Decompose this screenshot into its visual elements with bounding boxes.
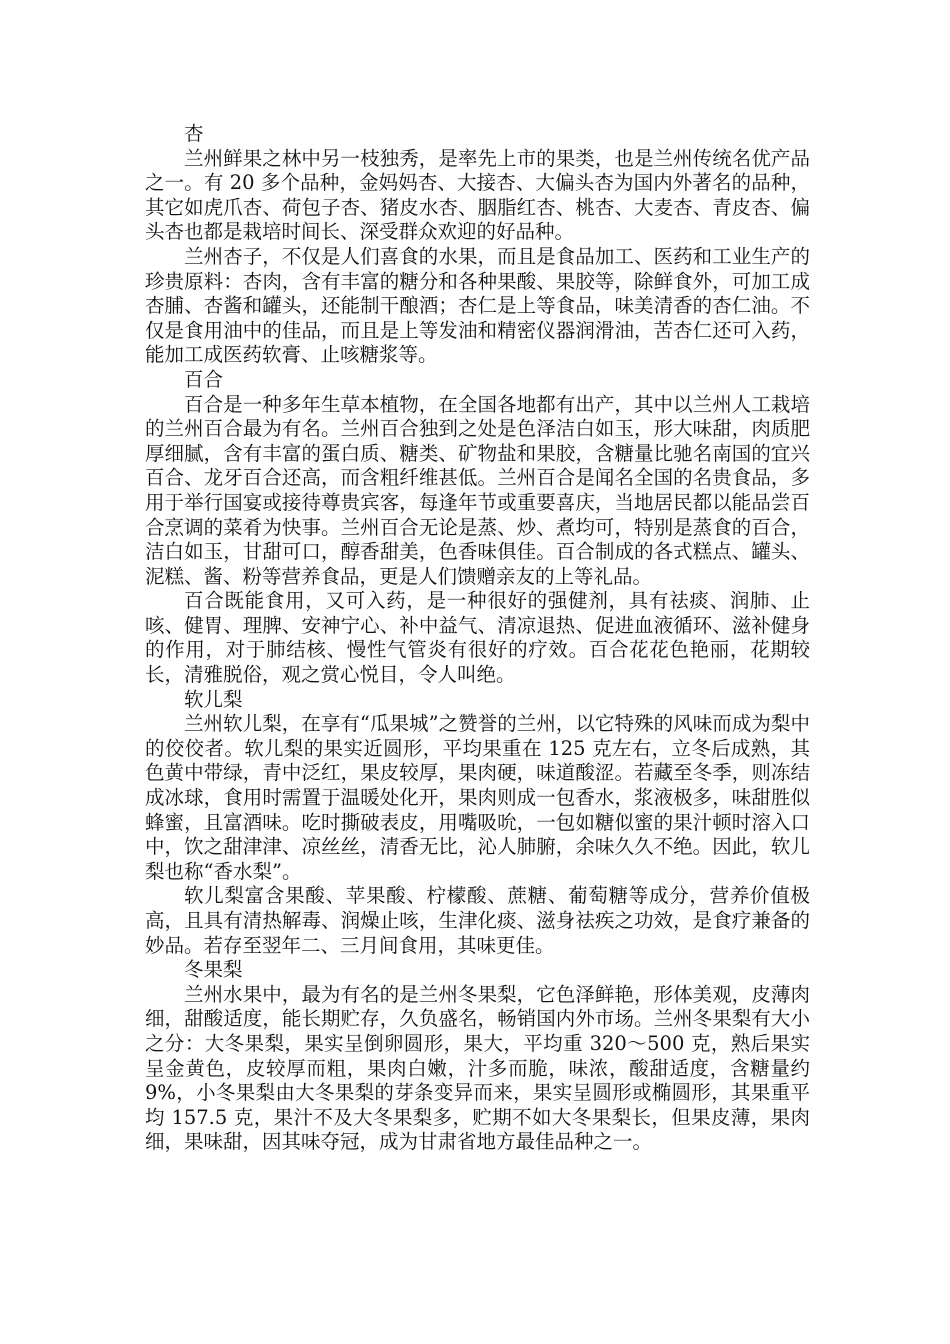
section-heading-lily: 百合 xyxy=(184,367,224,391)
document-page xyxy=(145,122,810,1155)
paragraph: 兰州水果中，最为有名的是兰州冬果梨，它色泽鲜艳，形体美观，皮薄肉细，甜酸适度，能长期贮存，久负盛名，畅销国内外市场。兰州冬果梨有大小之分：大冬果梨，果实呈倒卵圆形，果大，平均重 320～500 克，熟后果实呈金黄色，皮较厚而粗，果肉白嫩，汁多而脆，味浓，酸甜适度，含糖量约 9%，小冬果梨由大冬果梨的芽条变异而来，果实呈圆形或椭圆形，其果重平均 157.5 克，果汁不及大冬果梨多，贮期不如大冬果梨长，但果皮薄，果肉细，果味甜，因其味夺冠，成为甘肃省地方最佳品种之一。 xyxy=(145,982,810,1154)
paragraph: 兰州杏子，不仅是人们喜食的水果，而且是食品加工、医药和工业生产的珍贵原料：杏肉，含有丰富的糖分和各种果酸、果胶等，除鲜食外，可加工成杏脯、杏酱和罐头，还能制干酿酒；杏仁是上等食品，味美清香的杏仁油。不仅是食用油中的佳品，而且是上等发油和精密仪器润滑油，苦杏仁还可入药，能加工成医药软膏、止咳糖浆等。 xyxy=(145,244,810,367)
paragraph: 兰州鲜果之林中另一枝独秀，是率先上市的果类，也是兰州传统名优产品之一。有 20 多个品种，金妈妈杏、大接杏、大偏头杏为国内外著名的品种，其它如虎爪杏、荷包子杏、猪皮水杏、胭脂红杏、桃杏、大麦杏、青皮杏、偏头杏也都是栽培时间长、深受群众欢迎的好品种。 xyxy=(145,146,810,244)
section-heading-soft-pear: 软儿梨 xyxy=(184,687,243,711)
paragraph: 兰州软儿梨，在享有“瓜果城”之赞誉的兰州，以它特殊的风味而成为梨中的佼佼者。软儿梨的果实近圆形，平均果重在 125 克左右，立冬后成熟，其色黄中带绿，青中泛红，果皮较厚，果肉硬，味道酸涩。若藏至冬季，则冻结成冰球，食用时需置于温暖处化开，果肉则成一包香水，浆液极多，味甜胜似蜂蜜，且富酒味。吃时撕破表皮，用嘴吸吮，一包如糖似蜜的果汁顿时溶入口中，饮之甜津津、凉丝丝，清香无比，沁人肺腑，余味久久不绝。因此，软儿梨也称“香水梨”。 xyxy=(145,712,810,883)
section-heading-apricot: 杏 xyxy=(184,122,204,145)
paragraph: 百合是一种多年生草本植物，在全国各地都有出产，其中以兰州人工栽培的兰州百合最为有名。兰州百合独到之处是色泽洁白如玉，形大味甜，肉质肥厚细腻，含有丰富的蛋白质、糖类、矿物盐和果胶，含糖量比驰名南国的宜兴百合、龙牙百合还高，而含粗纤维甚低。兰州百合是闻名全国的名贵食品，多用于举行国宴或接待尊贵宾客，每逢年节或重要喜庆，当地居民都以能品尝百合烹调的菜肴为快事。兰州百合无论是蒸、炒、煮均可，特别是蒸食的百合，洁白如玉，甘甜可口，醇香甜美，色香味俱佳。百合制成的各式糕点、罐头、泥糕、酱、粉等营养食品，更是人们馈赠亲友的上等礼品。 xyxy=(145,392,810,588)
section-heading-winter-pear: 冬果梨 xyxy=(184,958,243,982)
paragraph: 软儿梨富含果酸、苹果酸、柠檬酸、蔗糖、葡萄糖等成分，营养价值极高，且具有清热解毒、润燥止咳，生津化痰、滋身祛疾之功效，是食疗兼备的妙品。若存至翌年二、三月间食用，其味更佳。 xyxy=(145,884,810,957)
paragraph: 百合既能食用，又可入药，是一种很好的强健剂，具有祛痰、润肺、止咳、健胃、理脾、安神宁心、补中益气、清凉退热、促进血液循环、滋补健身的作用，对于肺结核、慢性气管炎有很好的疗效。百合花花色艳丽，花期较长，清雅脱俗，观之赏心悦目，令人叫绝。 xyxy=(145,589,810,687)
